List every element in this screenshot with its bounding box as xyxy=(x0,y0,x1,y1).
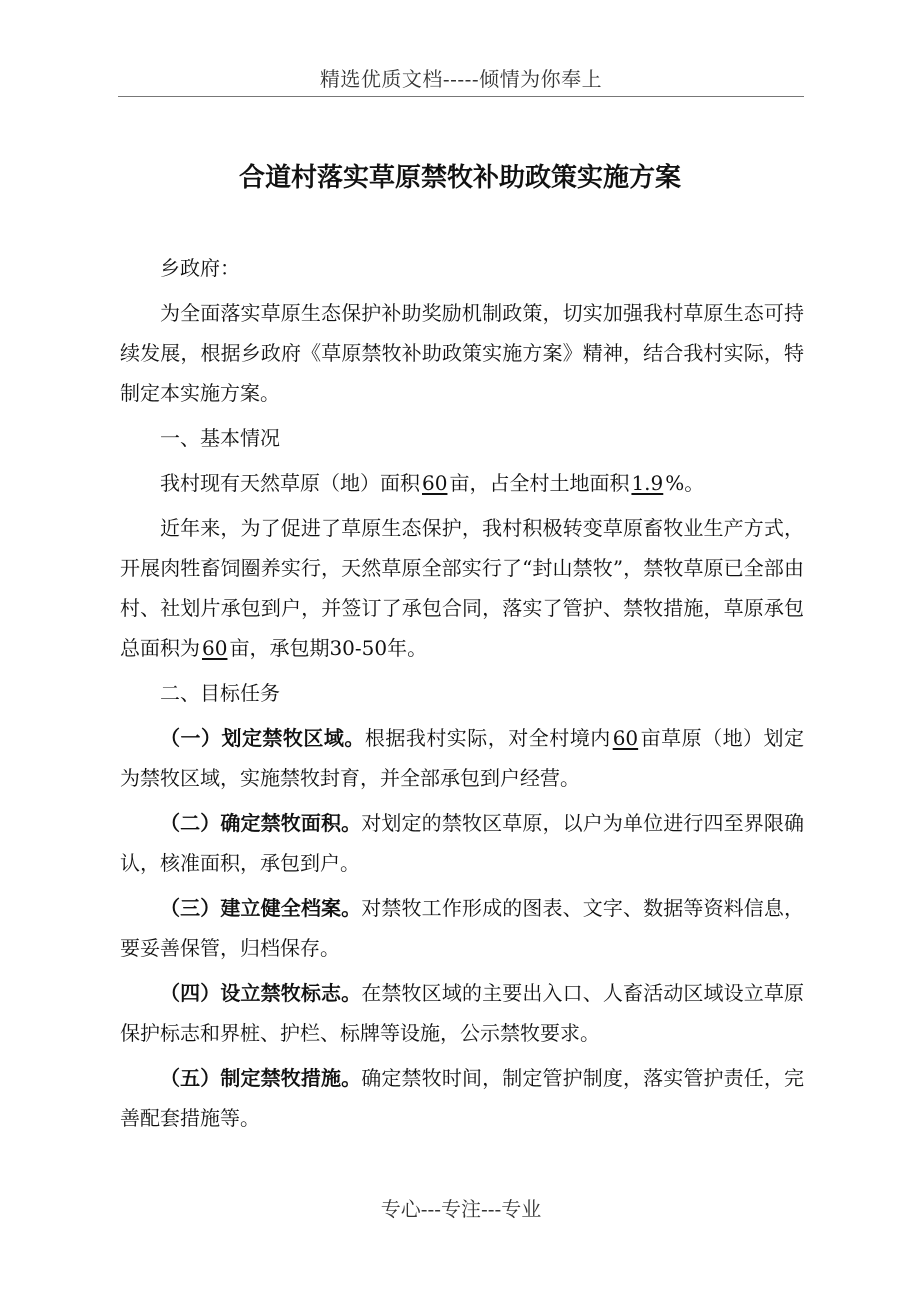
text-run: %。 xyxy=(665,471,705,495)
target-item-1 xyxy=(120,718,804,798)
text-run: 近年来，为了促进了草原生态保护，我村积极转变草原畜牧业生产方式，开展肉牲畜饲圈养实行，天然草原全部实行了“封山禁牧”，禁牧草原已全部由村、社划片承包到户，并签订了承包合同，落实了管护、禁牧措施，草原承包总面积为 xyxy=(120,516,804,660)
document-body xyxy=(120,248,804,1143)
text-run: 亩，占全村土地面积 xyxy=(449,471,630,495)
document-title: 合道村落实草原禁牧补助政策实施方案 xyxy=(238,163,681,193)
target-item-text: 对禁牧工作形成的图表、文字、数据等资料信息，要妥善保管，归档保存。 xyxy=(120,896,805,960)
page-footer: 专心---专注---专业 xyxy=(380,1197,542,1221)
target-item-3 xyxy=(120,888,804,968)
page-header: 精选优质文档-----倾情为你奉上 xyxy=(319,67,603,91)
filled-blank-grassland-area: 60 xyxy=(422,471,448,495)
target-item-4 xyxy=(120,973,804,1053)
target-item-2 xyxy=(120,803,804,883)
basic-situation-paragraph-area xyxy=(120,463,804,503)
text-run: 我村现有天然草原（地）面积 xyxy=(160,471,420,495)
section-heading-targets: 二、目标任务 xyxy=(160,681,280,705)
filled-blank-grazing-ban-area: 60 xyxy=(612,726,639,750)
target-item-text: 确定禁牧时间，制定管护制度，落实管护责任，完善配套措施等。 xyxy=(120,1066,805,1130)
text-run: 亩草原（地）划定为禁牧区域，实施禁牧封育，并全部承包到户经营。 xyxy=(120,726,805,790)
intro-paragraph: 为全面落实草原生态保护补助奖励机制政策，切实加强我村草原生态可持续发展，根据乡政府《草原禁牧补助政策实施方案》精神，结合我村实际，特制定本实施方案。 xyxy=(120,301,804,405)
header-rule xyxy=(118,96,804,97)
target-item-lead: （一）划定禁牧区域。 xyxy=(160,726,365,750)
target-item-lead: （二）确定禁牧面积。 xyxy=(160,811,362,835)
target-item-lead: （三）建立健全档案。 xyxy=(160,896,362,920)
text-run: 亩，承包期30-50年。 xyxy=(229,636,428,660)
salutation: 乡政府： xyxy=(160,256,240,280)
section-heading-basic-situation: 一、基本情况 xyxy=(160,426,280,450)
filled-blank-contract-area: 60 xyxy=(202,636,228,660)
target-item-text: 在禁牧区域的主要出入口、人畜活动区域设立草原保护标志和界桩、护栏、标牌等设施，公示禁牧要求。 xyxy=(120,981,805,1045)
text-run: 根据我村实际，对全村境内 xyxy=(364,726,611,750)
target-item-lead: （四）设立禁牧标志。 xyxy=(160,981,362,1005)
target-item-5 xyxy=(120,1058,804,1138)
filled-blank-land-percent: 1.9 xyxy=(631,471,664,495)
basic-situation-paragraph-contract xyxy=(120,508,804,668)
target-item-text: 对划定的禁牧区草原，以户为单位进行四至界限确认，核准面积，承包到户。 xyxy=(120,811,805,875)
target-item-lead: （五）制定禁牧措施。 xyxy=(160,1066,362,1090)
